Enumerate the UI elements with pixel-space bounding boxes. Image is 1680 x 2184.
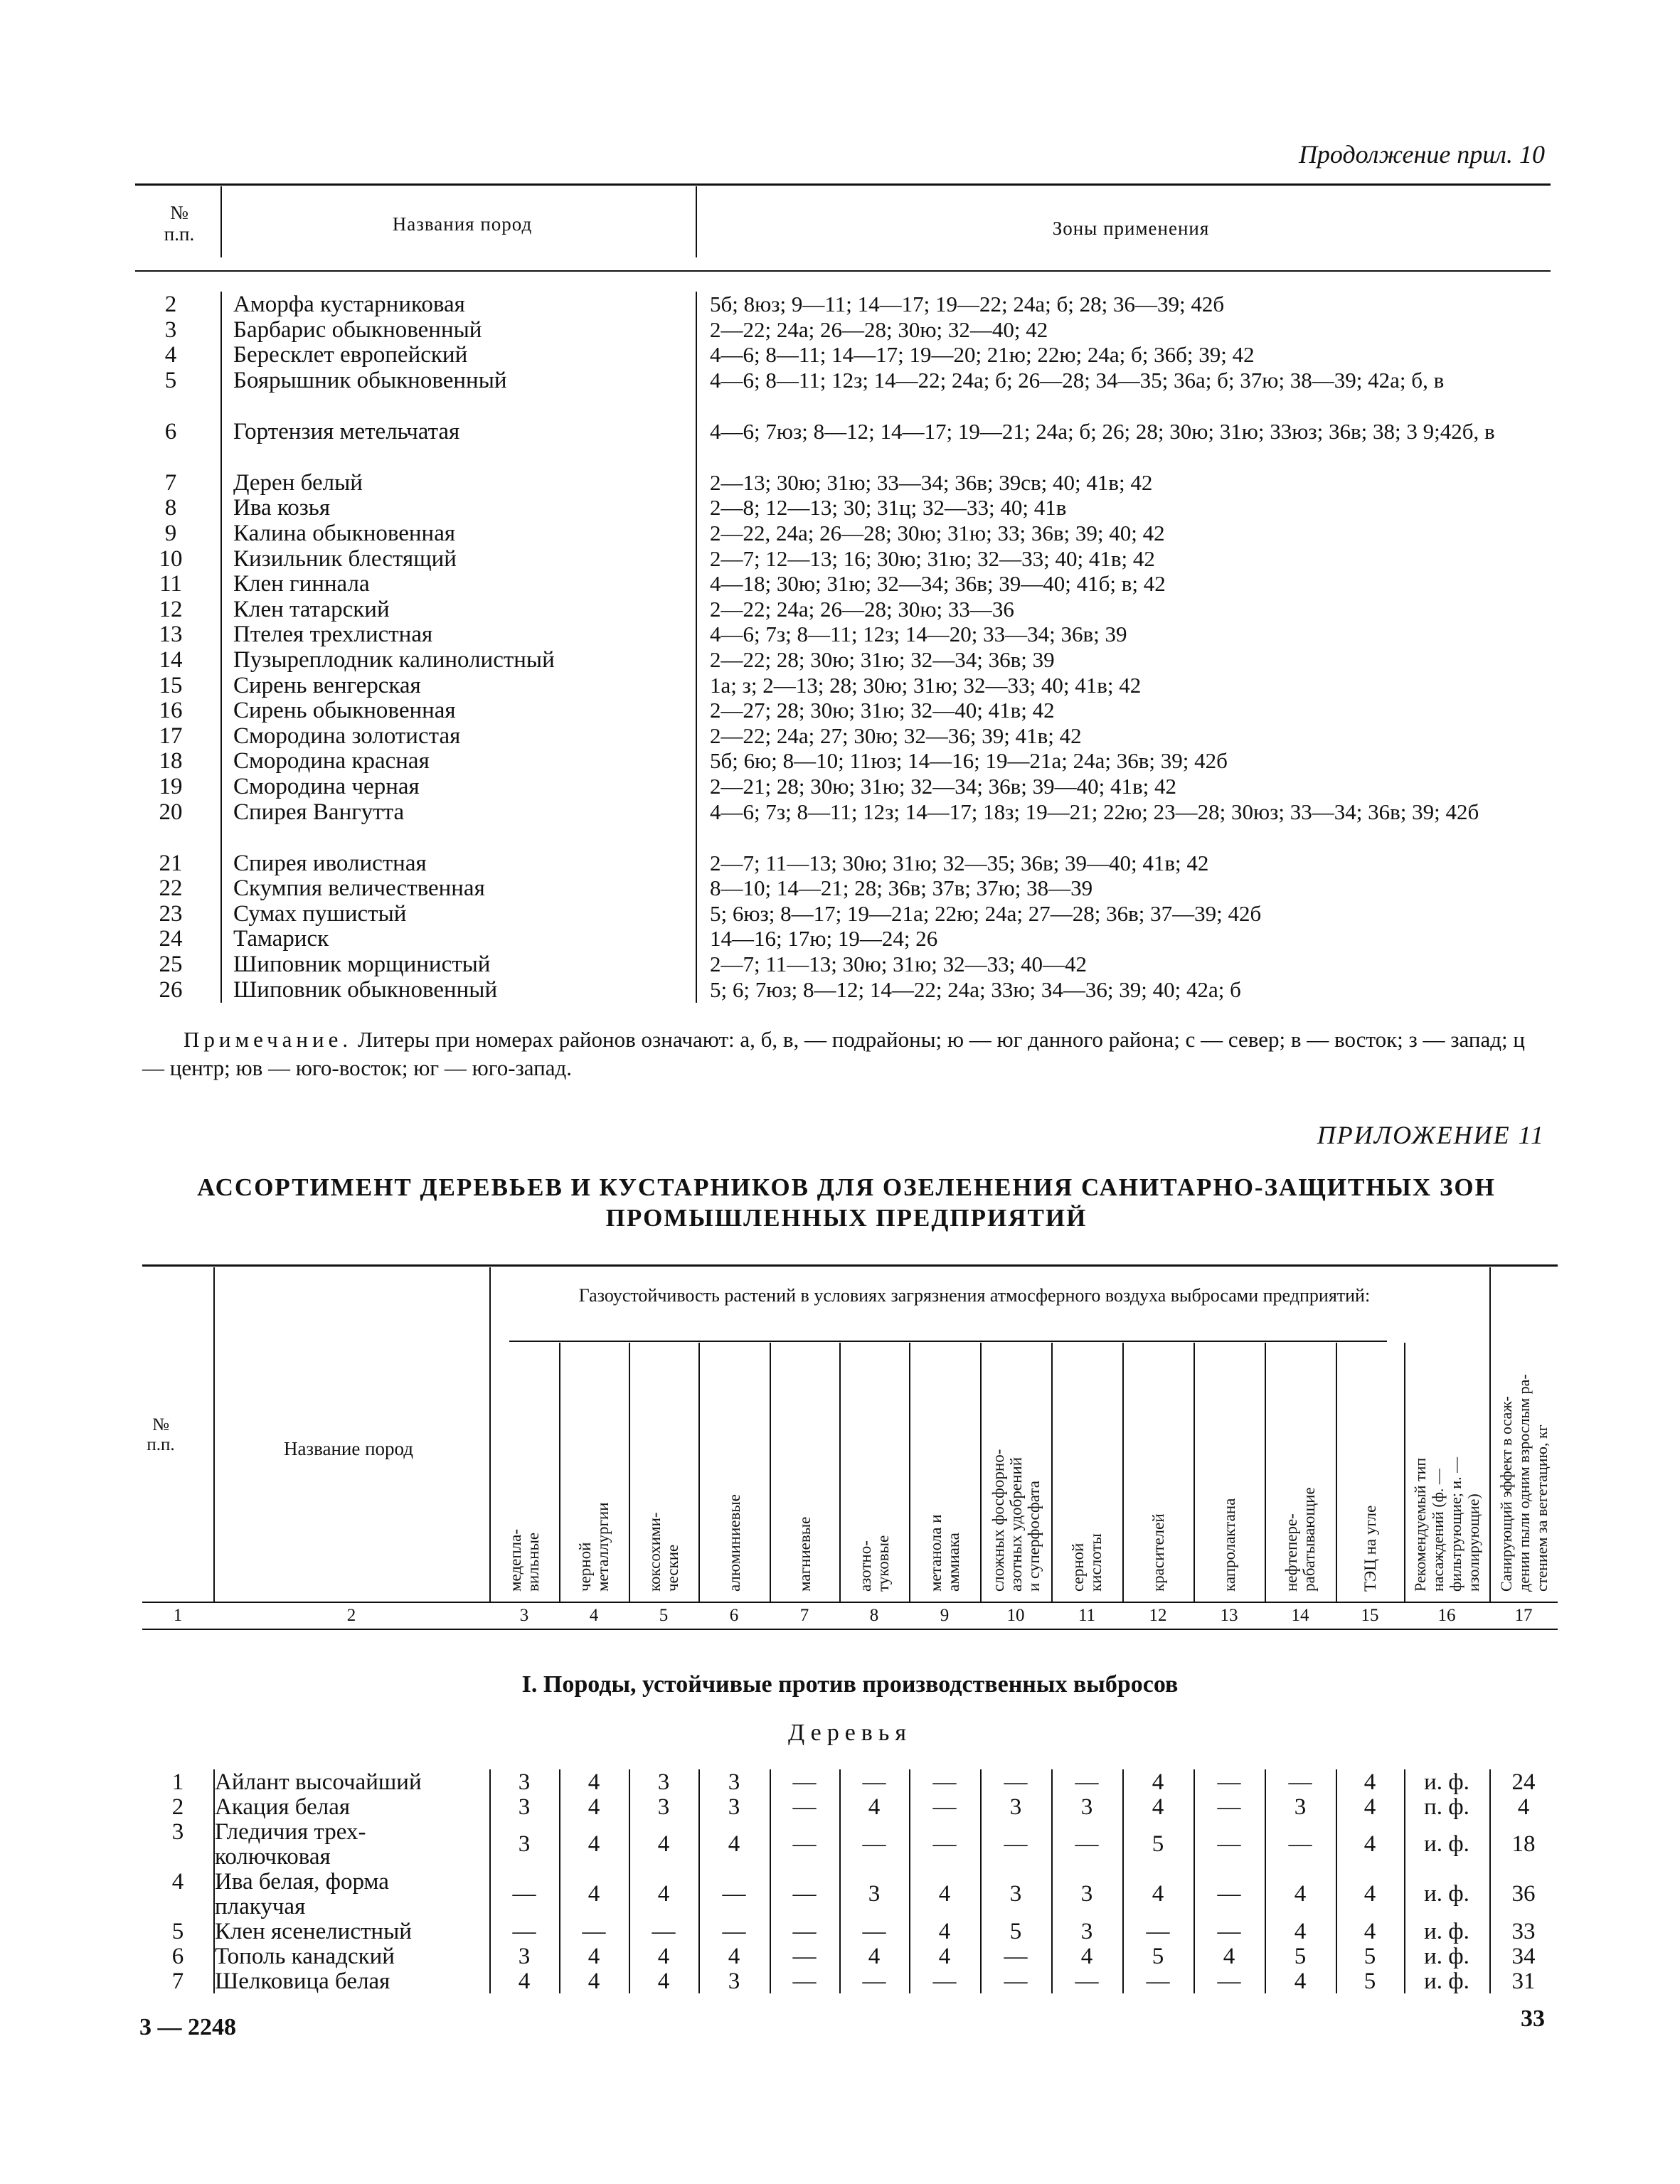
table2-row-number: 5 [171, 1919, 184, 1944]
table2-cell: 3 [1080, 1881, 1093, 1907]
table2-column-divider [770, 1343, 771, 1602]
table2-cell: 4 [518, 1969, 531, 1994]
table1-row-number: 12 [159, 596, 183, 622]
table2-column-divider [909, 1343, 910, 1602]
table2-column-divider [1122, 1343, 1124, 1602]
table2-cell: 5 [1009, 1919, 1022, 1944]
table2-column-number: 5 [659, 1606, 669, 1625]
table2-body-divider [489, 1769, 491, 1993]
table2-cell: 3 [657, 1769, 670, 1795]
table2-column-number: 3 [519, 1606, 529, 1625]
table2-cell: 5 [1152, 1944, 1164, 1969]
table2-column-number: 7 [799, 1606, 809, 1625]
table2-cell: — [1004, 1769, 1028, 1795]
table2-cell: 24 [1511, 1769, 1536, 1795]
table2-row-name: Гледичия трех- [215, 1819, 366, 1845]
table2-cell: 3 [728, 1769, 740, 1795]
table2-column-header: коксохими- ческие [646, 1512, 681, 1592]
table2-column-header: черной металлургии [576, 1502, 612, 1592]
table2-column-number: 14 [1291, 1606, 1309, 1625]
table2-column-header: метанола и аммиака [927, 1514, 962, 1592]
table1-row-zones: 4—6; 7з; 8—11; 12з; 14—17; 18з; 19—21; 22ю; 23—28; 30юз; 33—34; 36в; 39; 42б [710, 799, 1479, 824]
table2-body-divider [1193, 1769, 1195, 1993]
table2-column-divider [1193, 1343, 1195, 1602]
table2-column-number: 4 [589, 1606, 599, 1625]
table2-cell: — [932, 1969, 957, 1994]
table2-body-divider [1489, 1769, 1491, 1993]
table1-row-number: 9 [164, 521, 177, 546]
table2-cell: — [862, 1919, 886, 1944]
table2-row-number: 6 [171, 1944, 184, 1969]
table2-cell: — [1004, 1831, 1028, 1857]
table1-divider-1 [220, 186, 222, 257]
table2-cell: — [652, 1919, 676, 1944]
table2-cell: — [1217, 1794, 1241, 1820]
table2-header-num: № п.п. [147, 1415, 175, 1454]
table2-cell: — [512, 1881, 536, 1907]
table2-column-number: 15 [1361, 1606, 1379, 1625]
table2-column-divider [839, 1343, 841, 1602]
table2-row-name: Клен ясенелистный [215, 1919, 412, 1944]
table2-column-header: магниевые [795, 1516, 814, 1592]
table1-row-number: 18 [159, 748, 183, 774]
table1-row-zones: 4—6; 7з; 8—11; 12з; 14—20; 33—34; 36в; 39 [710, 622, 1127, 647]
table2-cell: 34 [1511, 1944, 1536, 1969]
table2-cell: — [1217, 1831, 1241, 1857]
note-text: Литеры при номерах районов означают: а, б, в, — подрайоны; ю — юг данного района; с — север; в — восток; з — запад; ц — центр; юв — юго-восток; юг — юго-запад. [142, 1027, 1525, 1080]
table2-cell: — [582, 1919, 606, 1944]
table1-note [142, 1026, 1551, 1082]
table1-row-number: 24 [159, 926, 183, 952]
table2-body-divider [213, 1769, 215, 1993]
table1-row-number: 14 [159, 647, 183, 673]
table2-cell: — [1004, 1944, 1028, 1969]
table2-cell: 3 [728, 1794, 740, 1820]
table2-cell: 4 [1363, 1769, 1376, 1795]
table2-body-divider [839, 1769, 841, 1993]
table1-header-rule [135, 270, 1551, 272]
table2-cell: — [1075, 1969, 1099, 1994]
table1-row-number: 11 [159, 571, 182, 597]
table1-row-number: 20 [159, 799, 183, 825]
table1-divider-2 [696, 186, 697, 257]
table1-body-divider-2 [696, 292, 697, 1003]
table2-cell: 4 [1363, 1881, 1376, 1907]
table2-body-divider [770, 1769, 771, 1993]
table1-row-zones: 2—22; 24а; 26—28; 30ю; 33—36 [710, 596, 1014, 622]
table2-cell: 4 [1517, 1794, 1530, 1820]
table1-row-name: Сирень обыкновенная [233, 698, 456, 724]
table2-cell: 4 [588, 1881, 600, 1907]
table2-cell: 4 [868, 1794, 881, 1820]
table1-header-name: Названия пород [392, 213, 533, 235]
table2-numrow-rule-bottom [142, 1629, 1558, 1630]
table2-column-number: 10 [1006, 1606, 1025, 1625]
table1-row-number: 8 [164, 495, 177, 521]
table1-row-name: Бересклет европейский [233, 342, 468, 368]
table1-row-zones: 2—22, 24а; 26—28; 30ю; 31ю; 33; 36в; 39; 40; 42 [710, 521, 1165, 545]
table2-cell: — [792, 1831, 817, 1857]
table2-cell: 4 [728, 1831, 740, 1857]
table2-cell: 4 [657, 1881, 670, 1907]
table2-cell: и. ф. [1424, 1769, 1469, 1795]
table2-row-number: 1 [171, 1769, 184, 1795]
table1-row-name: Аморфа кустарниковая [233, 292, 465, 317]
table2-column-divider [1404, 1343, 1405, 1602]
table1-row-name: Сирень венгерская [233, 672, 421, 698]
table2-cell: 3 [1294, 1794, 1307, 1820]
table2-cell: и. ф. [1424, 1969, 1469, 1994]
table2-cell: — [792, 1969, 817, 1994]
table2-cell: 3 [518, 1944, 531, 1969]
table1-row-zones: 4—6; 8—11; 12з; 14—22; 24а; б; 26—28; 34—35; 36а; б; 37ю; 38—39; 42а; б, в [710, 367, 1445, 393]
table1-row-zones: 2—8; 12—13; 30; 31ц; 32—33; 40; 41в [710, 495, 1067, 521]
table2-cell: 4 [868, 1944, 881, 1969]
table1-row-name: Пузыреплодник калинолистный [233, 647, 555, 673]
table2-column-header: сложных фосфорно- азотных удобрений и суперфосфата [989, 1449, 1043, 1592]
table1-row-name: Птелея трехлистная [233, 622, 433, 648]
table2-cell: 4 [1294, 1919, 1307, 1944]
table2-row-name: Акация белая [215, 1794, 351, 1820]
table1-row-zones: 2—21; 28; 30ю; 31ю; 32—34; 36в; 39—40; 41в; 42 [710, 774, 1176, 799]
table2-cell: и. ф. [1424, 1944, 1469, 1969]
table2-cell: — [792, 1794, 817, 1820]
table1-row-number: 4 [164, 342, 177, 368]
table2-column-header: серной кислоты [1069, 1533, 1105, 1592]
table1-row-zones: 5б; 8юз; 9—11; 14—17; 19—22; 24а; б; 28; 36—39; 42б [710, 292, 1225, 316]
table2-column-number: 2 [346, 1606, 356, 1625]
table2-top-rule [142, 1264, 1558, 1267]
table1-row-name: Кизильник блестящий [233, 545, 457, 572]
table1-row-name: Шиповник обыкновенный [233, 976, 498, 1003]
table2-cell: 4 [1223, 1944, 1235, 1969]
table2-cell: 4 [657, 1944, 670, 1969]
table1-row-number: 15 [159, 672, 183, 698]
table2-cell: — [932, 1831, 957, 1857]
table2-cell: — [722, 1881, 746, 1907]
table2-column-header: азотно- туковые [856, 1535, 892, 1592]
table1-row-name: Калина обыкновенная [233, 521, 456, 546]
table2-cell: 5 [1152, 1831, 1164, 1857]
table2-cell: 4 [1363, 1794, 1376, 1820]
table2-column-number: 1 [173, 1606, 183, 1625]
page-number: 33 [1521, 2005, 1545, 2032]
table2-cell: 4 [657, 1969, 670, 1994]
table2-cell: — [722, 1919, 746, 1944]
table2-cell: и. ф. [1424, 1881, 1469, 1907]
table2-column-number: 6 [729, 1606, 739, 1625]
table1-row-zones: 14—16; 17ю; 19—24; 26 [710, 926, 938, 952]
table1-row-number: 26 [159, 976, 183, 1003]
table2-row-name: колючковая [215, 1844, 331, 1870]
table2-cell: 3 [728, 1969, 740, 1994]
table1-row-number: 10 [159, 545, 183, 572]
table2-cell: 3 [518, 1831, 531, 1857]
table2-column-number: 8 [869, 1606, 879, 1625]
table2-cell: — [792, 1881, 817, 1907]
table2-row-name: Шелковица белая [215, 1969, 390, 1994]
table1-row-number: 23 [159, 900, 183, 927]
table2-cell: 4 [938, 1919, 951, 1944]
table2-row-name: Ива белая, форма [215, 1869, 389, 1895]
table2-body-divider [980, 1769, 982, 1993]
table1-row-name: Клен гиннала [233, 571, 370, 597]
table1-row-zones: 2—7; 11—13; 30ю; 31ю; 32—35; 36в; 39—40; 41в; 42 [710, 850, 1209, 875]
table2-column-header: нефтепере- рабатывающие [1282, 1487, 1318, 1592]
table2-cell: — [1217, 1881, 1241, 1907]
table2-cell: 4 [588, 1831, 600, 1857]
table1-row-number: 16 [159, 698, 183, 724]
table2-cell: 4 [1152, 1794, 1164, 1820]
table2-cell: 4 [938, 1944, 951, 1969]
table2-column-header: капролактана [1220, 1498, 1238, 1592]
table1-row-zones: 4—6; 7юз; 8—12; 14—17; 19—21; 24а; б; 26; 28; 30ю; 31ю; 33юз; 36в; 38; 3 9;42б, в [710, 418, 1495, 444]
table2-cell: п. ф. [1424, 1794, 1469, 1820]
table1-row-number: 25 [159, 952, 183, 977]
table2-column-header: ТЭЦ на угле [1361, 1505, 1379, 1592]
table1-row-zones: 2—13; 30ю; 31ю; 33—34; 36в; 39св; 40; 41в; 42 [710, 469, 1153, 495]
table2-column-number: 12 [1149, 1606, 1167, 1625]
table2-cell: — [932, 1794, 957, 1820]
table1-row-number: 17 [159, 723, 183, 749]
table1-row-zones: 5; 6юз; 8—17; 19—21а; 22ю; 24а; 27—28; 36в; 37—39; 42б [710, 900, 1262, 926]
table2-cell: — [1288, 1769, 1312, 1795]
table2-column-divider [629, 1343, 630, 1602]
table2-cell: 3 [1009, 1881, 1022, 1907]
table2-cell: 5 [1294, 1944, 1307, 1969]
table2-cell: и. ф. [1424, 1919, 1469, 1944]
table2-column-divider [1336, 1343, 1337, 1602]
table2-cell: 33 [1511, 1919, 1536, 1944]
table2-column-divider [1489, 1267, 1491, 1602]
table1-row-name: Гортензия метельчатая [233, 418, 460, 444]
table2-column-divider [698, 1343, 700, 1602]
table2-cell: 3 [1009, 1794, 1022, 1820]
table2-body-divider [698, 1769, 700, 1993]
table2-column-number: 13 [1220, 1606, 1238, 1625]
table1-header-zones: Зоны применения [1052, 218, 1210, 239]
table2-cell: 4 [728, 1944, 740, 1969]
table1-row-number: 19 [159, 774, 183, 799]
table2-cell: 36 [1511, 1881, 1536, 1907]
table2-cell: — [862, 1969, 886, 1994]
table1-row-zones: 5; 6; 7юз; 8—12; 14—22; 24а; 33ю; 34—36; 39; 40; 42а; б [710, 976, 1241, 1002]
footer-signature: 3 — 2248 [139, 2014, 236, 2040]
table1-row-number: 21 [159, 850, 183, 876]
table1-row-zones: 2—22; 24а; 26—28; 30ю; 32—40; 42 [710, 316, 1048, 342]
table2-cell: 31 [1511, 1969, 1536, 1994]
table2-header-group: Газоустойчивость растений в условиях загрязнения атмосферного воздуха выбросами предприятий: [578, 1285, 1371, 1306]
table2-row-name: Айлант высочайший [215, 1769, 422, 1795]
table2-cell: 4 [1363, 1831, 1376, 1857]
table2-cell: 4 [657, 1831, 670, 1857]
table2-column-number: 9 [940, 1606, 950, 1625]
table2-cell: 3 [1080, 1794, 1093, 1820]
appendix-label: ПРИЛОЖЕНИЕ 11 [1317, 1121, 1545, 1149]
table1-row-name: Боярышник обыкновенный [233, 367, 507, 393]
table2-column-number: 16 [1437, 1606, 1456, 1625]
table1-row-name: Смородина золотистая [233, 723, 461, 749]
table1-row-number: 7 [164, 469, 177, 496]
table2-column-divider [489, 1267, 491, 1602]
table1-row-zones: 2—22; 24а; 27; 30ю; 32—36; 39; 41в; 42 [710, 723, 1082, 748]
table1-row-zones: 4—6; 8—11; 14—17; 19—20; 21ю; 22ю; 24а; б; 36б; 39; 42 [710, 342, 1255, 368]
table1-body-divider-1 [220, 292, 222, 1003]
note-label: Примечание. [184, 1027, 353, 1052]
table1-row-name: Смородина красная [233, 748, 430, 774]
title-line-2: ПРОМЫШЛЕННЫХ ПРЕДПРИЯТИЙ [605, 1204, 1088, 1232]
table2-cell: 4 [1152, 1881, 1164, 1907]
table2-cell: 4 [938, 1881, 951, 1907]
table1-row-zones: 4—18; 30ю; 31ю; 32—34; 36в; 39—40; 41б; в; 42 [710, 571, 1166, 597]
table2-body-divider [909, 1769, 910, 1993]
table2-column-divider [1265, 1343, 1266, 1602]
table2-column-number: 11 [1078, 1606, 1096, 1625]
table2-column-divider [980, 1343, 982, 1602]
table2-cell: — [1146, 1919, 1170, 1944]
table1-row-number: 13 [159, 622, 183, 648]
table2-cell: 3 [518, 1794, 531, 1820]
table2-body-divider [559, 1769, 560, 1993]
table1-row-name: Тамариск [233, 926, 329, 952]
table1-header-num: № п.п. [164, 202, 195, 245]
table2-column-header: медепла- вильные [506, 1528, 542, 1592]
table1-row-number: 3 [164, 316, 177, 343]
table2-cell: — [932, 1769, 957, 1795]
table2-cell: и. ф. [1424, 1831, 1469, 1857]
table2-header-name: Название пород [283, 1438, 414, 1459]
table2-cell: 5 [1363, 1969, 1376, 1994]
table1-row-name: Барбарис обыкновенный [233, 316, 482, 343]
table2-body-divider [1122, 1769, 1124, 1993]
table2-cell: 4 [1294, 1969, 1307, 1994]
table2-cell: — [792, 1944, 817, 1969]
table2-body-divider [1265, 1769, 1266, 1993]
table1-row-name: Спирея иволистная [233, 850, 427, 876]
table1-row-zones: 2—27; 28; 30ю; 31ю; 32—40; 41в; 42 [710, 698, 1055, 723]
table2-column-header: алюминиевые [725, 1494, 743, 1592]
table1-row-number: 5 [164, 367, 177, 393]
table1-row-number: 22 [159, 875, 183, 902]
table2-cell: — [1146, 1969, 1170, 1994]
table2-row-number: 4 [171, 1869, 184, 1895]
table2-column-number: 17 [1514, 1606, 1533, 1625]
table1-row-name: Сумах пушистый [233, 900, 407, 927]
table1-row-zones: 2—22; 28; 30ю; 31ю; 32—34; 36в; 39 [710, 647, 1055, 672]
table2-cell: — [1004, 1969, 1028, 1994]
table1-row-name: Клен татарский [233, 596, 390, 622]
table2-numrow-rule-top [142, 1602, 1558, 1603]
table2-column-header: Санирующий эффект в осаж- дении пыли одним взрослым ра- стением за вегетацию, кг [1496, 1374, 1551, 1592]
table2-cell: 18 [1511, 1831, 1536, 1857]
table2-column-divider [1051, 1343, 1053, 1602]
table1-row-name: Смородина черная [233, 774, 420, 799]
table1-row-name: Спирея Вангутта [233, 799, 405, 825]
table1-row-zones: 5б; 6ю; 8—10; 11юз; 14—16; 19—21а; 24а; 36в; 39; 42б [710, 748, 1228, 774]
table2-column-header: Рекомендуемый тип насаждений (ф. — фильтрующие; и. — изолирующие) [1411, 1456, 1482, 1592]
table2-cell: — [792, 1769, 817, 1795]
title-line-1: АССОРТИМЕНТ ДЕРЕВЬЕВ И КУСТАРНИКОВ ДЛЯ ОЗЕЛЕНЕНИЯ САНИТАРНО-ЗАЩИТНЫХ ЗОН [197, 1173, 1496, 1201]
table2-cell: — [1075, 1769, 1099, 1795]
table2-cell: — [1217, 1769, 1241, 1795]
table2-body-divider [629, 1769, 630, 1993]
table2-cell: — [862, 1769, 886, 1795]
table1-top-rule [135, 183, 1551, 186]
table2-column-divider [213, 1267, 215, 1602]
subsection-heading: Деревья [788, 1720, 912, 1746]
table2-body-divider [1336, 1769, 1337, 1993]
table2-cell: 4 [1363, 1919, 1376, 1944]
table2-row-name: Тополь канадский [215, 1944, 395, 1969]
table1-row-name: Ива козья [233, 495, 330, 521]
table2-cell: 4 [588, 1794, 600, 1820]
table1-row-zones: 2—7; 11—13; 30ю; 31ю; 32—33; 40—42 [710, 952, 1087, 976]
table2-row-number: 7 [171, 1969, 184, 1994]
table2-cell: 3 [518, 1769, 531, 1795]
table1-row-zones: 8—10; 14—21; 28; 36в; 37в; 37ю; 38—39 [710, 875, 1093, 901]
table2-body-divider [1051, 1769, 1053, 1993]
table1-row-number: 6 [164, 418, 177, 444]
table2-row-number: 3 [171, 1819, 184, 1845]
table2-cell: — [1288, 1831, 1312, 1857]
section-heading: I. Породы, устойчивые против производственных выбросов [521, 1671, 1179, 1698]
table2-cell: — [1217, 1919, 1241, 1944]
table1-row-number: 2 [164, 292, 177, 317]
table2-cell: 4 [1294, 1881, 1307, 1907]
table2-cell: — [1217, 1969, 1241, 1994]
table2-cell: 3 [1080, 1919, 1093, 1944]
table1-row-zones: 1а; з; 2—13; 28; 30ю; 31ю; 32—33; 40; 41в; 42 [710, 672, 1142, 698]
continuation-label: Продолжение прил. 10 [1298, 140, 1545, 169]
table2-row-number: 2 [171, 1794, 184, 1820]
table2-body-divider [1404, 1769, 1405, 1993]
table2-row-name: плакучая [215, 1894, 306, 1919]
table1-row-zones: 2—7; 12—13; 16; 30ю; 31ю; 32—33; 40; 41в; 42 [710, 545, 1155, 571]
table1-row-name: Скумпия величественная [233, 875, 485, 902]
table2-cell: 3 [868, 1881, 881, 1907]
table1-row-name: Дерен белый [233, 469, 363, 496]
table2-cell: 3 [657, 1794, 670, 1820]
table2-cell: — [1075, 1831, 1099, 1857]
table2-group-rule [509, 1341, 1387, 1342]
table2-cell: — [862, 1831, 886, 1857]
table2-cell: — [792, 1919, 817, 1944]
table2-cell: 4 [588, 1769, 600, 1795]
table2-cell: 5 [1363, 1944, 1376, 1969]
table2-cell: — [512, 1919, 536, 1944]
table2-column-divider [559, 1343, 560, 1602]
table2-cell: 4 [588, 1969, 600, 1994]
table2-cell: 4 [1080, 1944, 1093, 1969]
table1-row-name: Шиповник морщинистый [233, 952, 491, 977]
table2-column-header: красителей [1149, 1513, 1167, 1592]
table2-cell: 4 [588, 1944, 600, 1969]
table2-cell: 4 [1152, 1769, 1164, 1795]
